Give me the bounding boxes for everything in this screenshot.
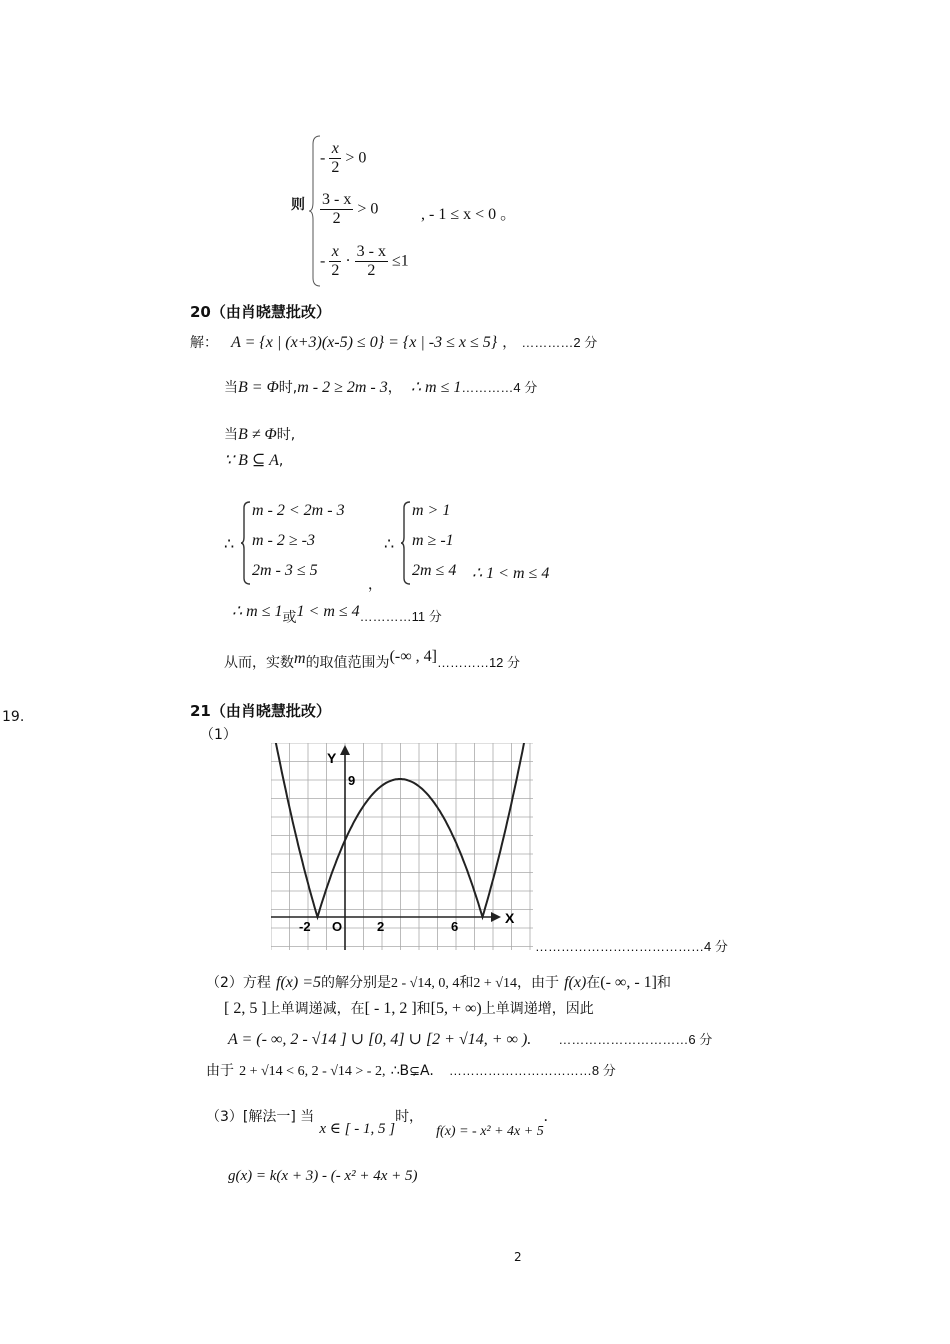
q20-sysA-row2: m - 2 ≥ -3 [252, 532, 315, 549]
q19-row3-frac-b: $\frac{3 - x}{2}$ [356, 243, 386, 280]
q21-p3-line2: g(x) = k(x + 3) - (- x² + 4x + 5) [228, 1168, 418, 1184]
q20-line1: 解： A = {x | (x+3)(x-5) ≤ 0} = {x | -3 ≤ x ≤ 5} ， …………2 分 [190, 334, 598, 351]
q20-line6: ∴ m ≤ 1或$1 < m \le 4_{\dots\dots\dots\dots 11 分}$ [232, 603, 442, 626]
q21-p2-line1: （2）方程 f(x) =5的解分别是2 - √14, 0, 4和2 + √14，由于 f(x)在(- ∞, - 1]和 [206, 974, 671, 991]
q19-label: 19. [2, 709, 25, 725]
q20-line7: 从而，实数m的取值范围为(-∞ , 4]…………12 分 [224, 648, 521, 671]
tick-0: O [332, 919, 343, 934]
q20-line4: ∵ B ⊆ A, [224, 452, 284, 469]
q21-p2-line2: [ 2, 5 ]上单调递减，在[ - 1, 2 ]和[5, + ∞)上单调递增，因此 [224, 1000, 594, 1017]
tick-neg2: -2 [299, 919, 311, 934]
q19-row1: - $\frac{x}{2}$ > 0 [320, 140, 367, 177]
q20-sysB-brace [400, 500, 412, 590]
x-axis-label: X [505, 910, 515, 926]
x-axis-arrow [491, 912, 501, 922]
q20-sysB-row1: m > 1 [412, 502, 451, 519]
q21-graph-score: …………………………………4 分 [535, 939, 728, 954]
q20-sysB-row2: m ≥ -1 [412, 532, 454, 549]
q19-result: , - 1 ≤ x < 0 。 [421, 206, 517, 223]
q19-row3: - $\frac{x}{2}$ · $\frac{3 - x}{2}$ ≤1 [320, 243, 409, 280]
q20-sysA-comma: ， [368, 577, 382, 593]
q21-graph [271, 743, 533, 954]
tick-6: 6 [451, 919, 459, 934]
q19-row1-frac: $\frac{x}{2}$ [331, 140, 340, 177]
q20-sysB-result: ∴ 1 < m ≤ 4 [472, 565, 550, 582]
tick-2: 2 [377, 919, 385, 934]
q20-line3: 当B ≠ Φ时, [224, 426, 296, 443]
q20-heading: 20（由肖晓慧批改） [190, 303, 331, 321]
y-axis-arrow [340, 745, 350, 755]
q21-heading: 21（由肖晓慧批改） [190, 702, 331, 720]
q21-p2-line3: A = (- ∞, 2 - √14 ] ∪ [0, 4] ∪ [2 + √14, + ∞ ). …………………………6 分 [228, 1031, 713, 1048]
q20-sysA-row1: m - 2 < 2m - 3 [252, 502, 345, 519]
q20-sysB-therefore: ∴ [384, 536, 395, 553]
q21-p3-line1: （3）[解法一] 当 x ∈ [ - 1, 5 ]时， f(x) = - x² + 4x + 5. [206, 1108, 548, 1139]
q19-row2: $\frac{3 - x}{2}$ > 0 [322, 191, 379, 228]
q21-p2-line4: 由于 2 + √14 < 6, 2 - √14 > - 2, ∴B⊊A. ……………………………8 分 [206, 1063, 616, 1079]
y-axis-label: Y [327, 750, 337, 766]
q20-sysB-row3: 2m ≤ 4 [412, 562, 457, 579]
q19-row2-frac: $\frac{3 - x}{2}$ [322, 191, 352, 228]
q21-part1-label: （1） [200, 727, 237, 743]
q20-sysA-brace [240, 500, 252, 590]
q20-sysA-brace-svg [240, 500, 252, 586]
q20-sysA-row3: 2m - 3 ≤ 5 [252, 562, 318, 579]
tick-9: 9 [348, 773, 356, 788]
q20-line2: 当B = Φ时,m - 2 ≥ 2m - 3， ∴ m ≤ 1…………4 分 [224, 379, 538, 396]
q19-ze: 则 [291, 197, 305, 213]
q20-sysA-therefore: ∴ [224, 536, 235, 553]
page-number: 2 [514, 1250, 522, 1264]
q21-graph-svg [271, 743, 533, 950]
q19-row3-frac-a: $\frac{x}{2}$ [331, 243, 340, 280]
q20-sysB-brace-svg [400, 500, 412, 586]
